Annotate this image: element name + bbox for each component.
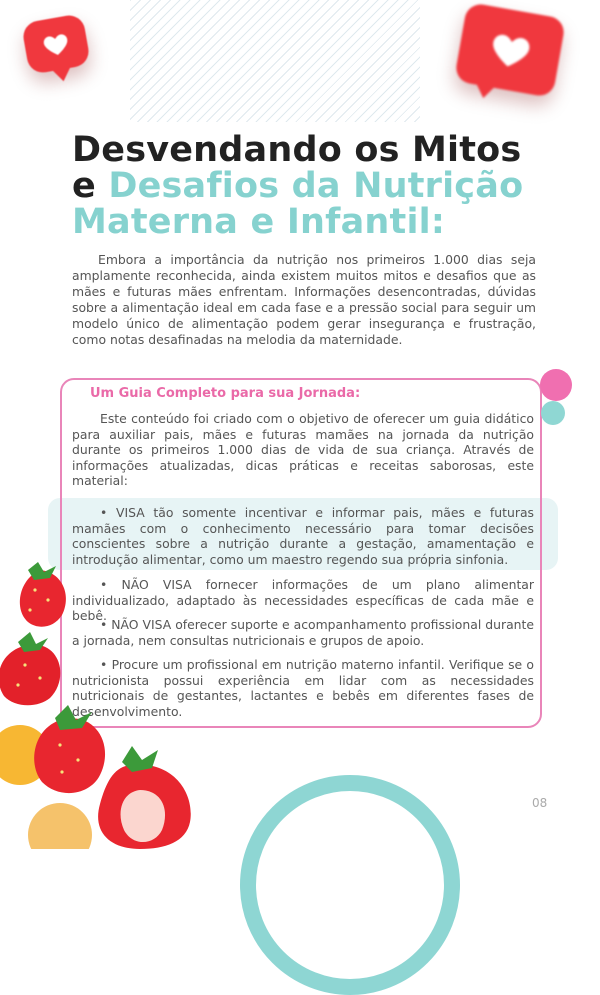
page-number: 08 [532, 796, 548, 810]
heart-like-bubble-left [21, 13, 91, 75]
teal-dot [541, 401, 565, 425]
guide-bullet-visa: • VISA tão somente incentivar e informar pais, mães e futuras mamães com o conhecimento necessário para tomar decisões conscientes sobre a nutrição durante a gestação, amamentação e introdução alimentar, como um maestro regendo sua própria sinfonia. [72, 505, 534, 567]
guide-heading: Um Guia Completo para sua Jornada: [90, 386, 361, 401]
heart-icon [479, 24, 541, 77]
title-line-3: Materna e Infantil: [72, 202, 446, 242]
guide-bullet-nao-visa-plano: • NÃO VISA fornecer informações de um plano alimentar individualizado, adaptado às necessidades específicas de cada mãe e bebê. [72, 577, 534, 623]
page-title [72, 132, 523, 240]
intro-paragraph: Embora a importância da nutrição nos primeiros 1.000 dias seja amplamente reconhecida, ainda existem muitos mitos e desafios que as mães e futuras mães enfrentam. Informações desencontradas, dúvidas sobre a alimentação ideal em cada fase e a pressão social para seguir um modelo único de alimentação podem gerar insegurança e frustração, como notas desafinadas na melodia da maternidade. [72, 252, 536, 347]
title-line-2-teal: Desafios da Nutrição [108, 166, 524, 206]
title-line-1: Desvendando os Mitos [72, 130, 522, 170]
strawberry-icon [0, 560, 200, 849]
teal-arc-decoration [240, 775, 460, 995]
guide-bullet-nao-visa-suporte: • NÃO VISA oferecer suporte e acompanhamento profissional durante a jornada, nem consultas nutricionais e grupos de apoio. [72, 617, 534, 648]
title-line-2-dark: e [72, 166, 109, 206]
heart-like-bubble-right [454, 2, 566, 98]
guide-bullet-procure-profissional: • Procure um profissional em nutrição materno infantil. Verifique se o nutricionista possui experiência em lidar com as necessidades nutricionais de gestantes, lactantes e bebês em diferentes fases de desenvolvimento. [72, 657, 534, 719]
striped-pattern [130, 0, 420, 122]
guide-paragraph: Este conteúdo foi criado com o objetivo de oferecer um guia didático para auxiliar pais, mães e futuras mamães na jornada da nutrição durante os primeiros 1.000 dias de vida de sua criança. Através de informações atualizadas, dicas práticas e receitas saborosas, este material: [72, 411, 534, 488]
pink-dot [540, 369, 572, 401]
heart-icon [37, 27, 76, 61]
